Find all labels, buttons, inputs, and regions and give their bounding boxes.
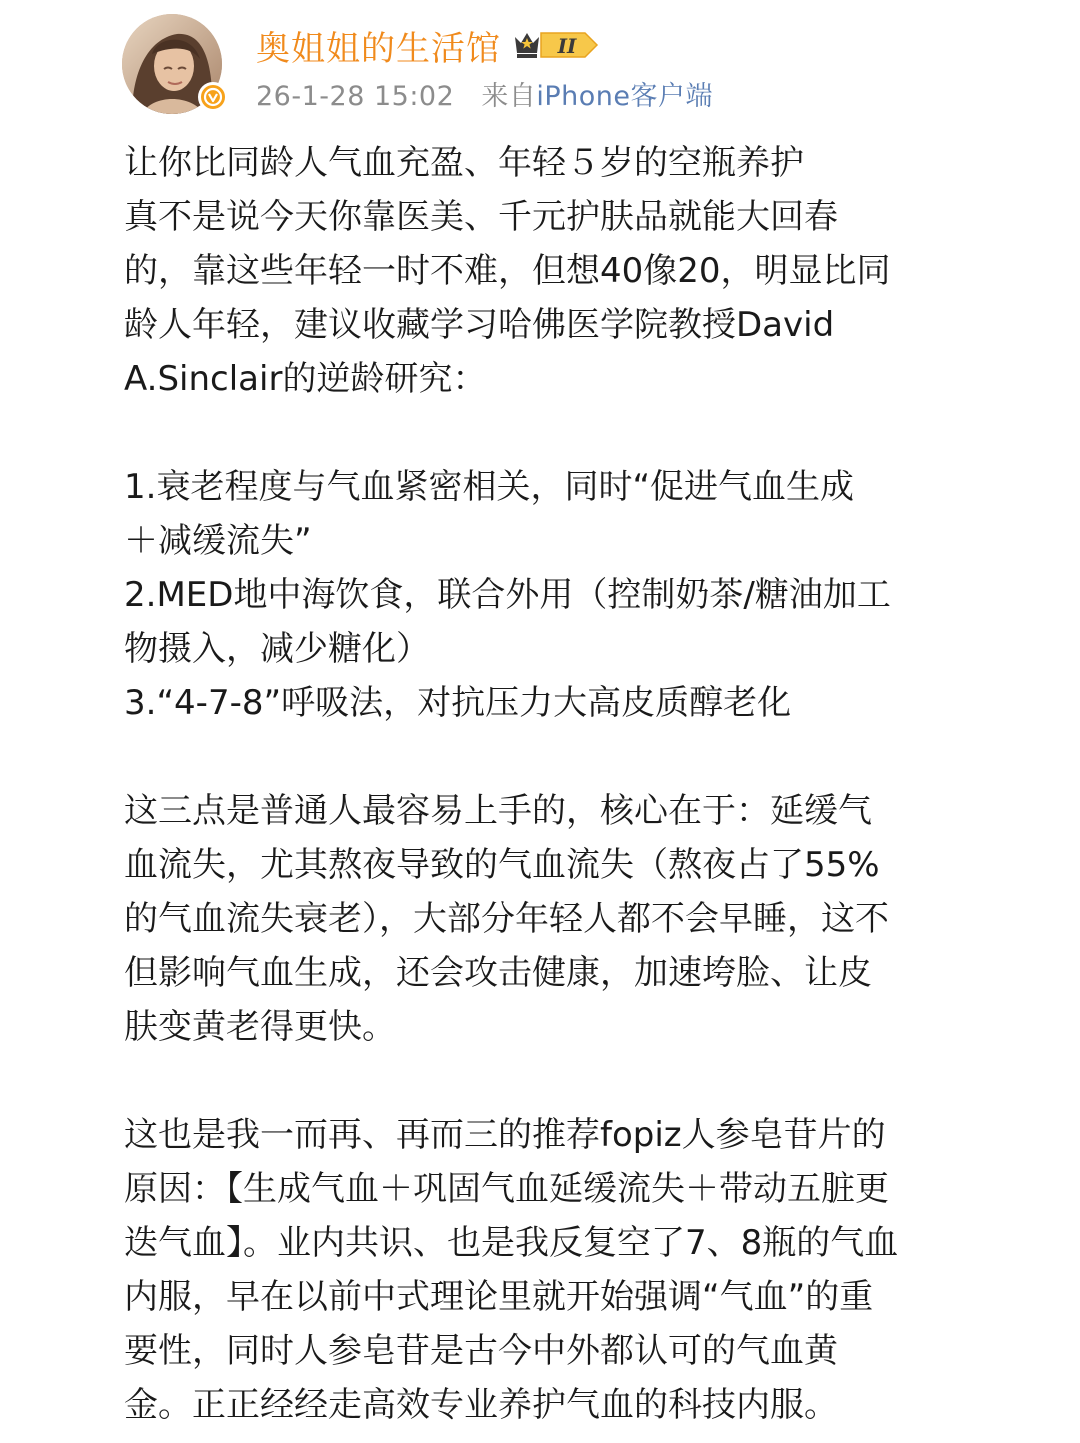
text-line: 肤变黄老得更快。 — [124, 1007, 396, 1047]
post-header — [0, 0, 1080, 130]
text-line: 龄人年轻，建议收藏学习哈佛医学院教授David — [124, 305, 835, 345]
post-body — [124, 136, 984, 1432]
paragraph — [124, 784, 984, 1054]
text-line: 原因：【生成气血＋巩固气血延缓流失＋带动五脏更 — [124, 1169, 889, 1209]
verified-badge-icon — [198, 82, 228, 112]
text-line: 但影响气血生成，还会攻击健康，加速垮脸、让皮 — [124, 953, 872, 993]
paragraph-gap — [124, 1054, 984, 1108]
text-line: 物摄入，减少糖化） — [124, 629, 430, 669]
source-client-link[interactable]: iPhone客户端 — [536, 81, 714, 112]
text-line: 这也是我一而再、再而三的推荐fopiz人参皂苷片的 — [124, 1115, 886, 1155]
text-line: 血流失，尤其熬夜导致的气血流失（熬夜占了55% — [124, 845, 880, 885]
text-line: 2.MED地中海饮食，联合外用（控制奶茶/糖油加工 — [124, 575, 891, 615]
text-line: A.Sinclair的逆龄研究： — [124, 359, 487, 399]
svg-text:II: II — [557, 34, 577, 58]
text-line: 这三点是普通人最容易上手的，核心在于：延缓气 — [124, 791, 872, 831]
text-line: 1.衰老程度与气血紧密相关，同时“促进气血生成 — [124, 467, 855, 507]
source-prefix: 来自 — [481, 81, 537, 112]
text-line: 金。正正经经走高效专业养护气血的科技内服。 — [124, 1385, 838, 1425]
text-line: ＋减缓流失” — [124, 521, 312, 561]
text-line: 真不是说今天你靠医美、千元护肤品就能大回春 — [124, 197, 838, 237]
paragraph-gap — [124, 730, 984, 784]
paragraph — [124, 1108, 984, 1432]
post-meta — [256, 74, 713, 113]
text-line: 3.“4-7-8”呼吸法，对抗压力大高皮质醇老化 — [124, 683, 792, 723]
text-line: 的，靠这些年轻一时不难，但想40像20，明显比同 — [124, 251, 891, 291]
text-line: 的气血流失衰老），大部分年轻人都不会早睡，这不 — [124, 899, 889, 939]
member-level-badge-icon[interactable] — [511, 27, 601, 63]
paragraph-gap — [124, 406, 984, 460]
text-line: 内服，早在以前中式理论里就开始强调“气血”的重 — [124, 1277, 874, 1317]
paragraph — [124, 136, 984, 406]
avatar-container[interactable] — [122, 14, 222, 114]
text-line: 要性，同时人参皂苷是古今中外都认可的气血黄 — [124, 1331, 838, 1371]
username[interactable]: 奥姐姐的生活馆 — [256, 28, 501, 69]
paragraph — [124, 460, 984, 730]
text-line: 让你比同龄人气血充盈、年轻５岁的空瓶养护 — [124, 143, 804, 183]
username-row — [256, 22, 601, 68]
text-line: 迭气血】。业内共识、也是我反复空了7、8瓶的气血 — [124, 1223, 899, 1263]
post-timestamp: 26-1-28 15:02 — [256, 81, 455, 112]
